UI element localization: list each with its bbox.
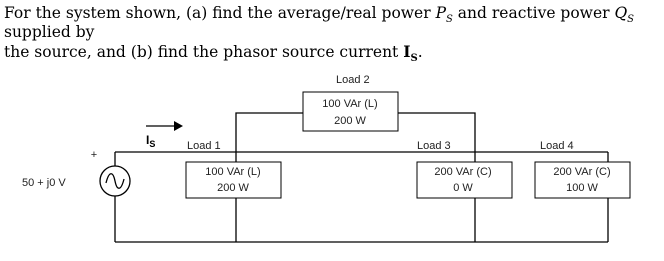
problem-text: supplied by bbox=[4, 23, 95, 41]
source-plus: + bbox=[90, 149, 98, 161]
load-1-name: Load 1 bbox=[187, 140, 221, 152]
load-4-real: 100 W bbox=[566, 182, 598, 194]
problem-text: . bbox=[417, 43, 423, 61]
load-2-wire bbox=[236, 113, 303, 152]
current-arrow-head bbox=[174, 121, 183, 131]
load-4-name: Load 4 bbox=[540, 140, 574, 152]
source-label: 50 + j0 V bbox=[22, 177, 66, 189]
reactive-power-symbol: $Q_S$ bbox=[614, 4, 635, 26]
load-3-name: Load 3 bbox=[417, 140, 451, 152]
current-symbol: $I_S$ bbox=[403, 42, 418, 65]
load-3-reactive: 200 VAr (C) bbox=[434, 166, 492, 178]
problem-text: the source, and (b) find the phasor source current bbox=[4, 43, 404, 61]
power-symbol: $P_S$ bbox=[435, 4, 453, 26]
load-3-real: 0 W bbox=[453, 182, 473, 194]
load-2-name: Load 2 bbox=[336, 74, 370, 86]
load-1-real: 200 W bbox=[217, 182, 249, 194]
problem-text: and reactive power bbox=[452, 4, 615, 22]
current-label: $I_S$ bbox=[146, 133, 156, 149]
load-4-reactive: 200 VAr (C) bbox=[553, 166, 611, 178]
problem-text: For the system shown, (a) find the average/real power bbox=[4, 4, 436, 22]
load-2-reactive: 100 VAr (L) bbox=[322, 98, 378, 110]
load-1-reactive: 100 VAr (L) bbox=[205, 166, 261, 178]
load-2-real: 200 W bbox=[334, 115, 366, 127]
